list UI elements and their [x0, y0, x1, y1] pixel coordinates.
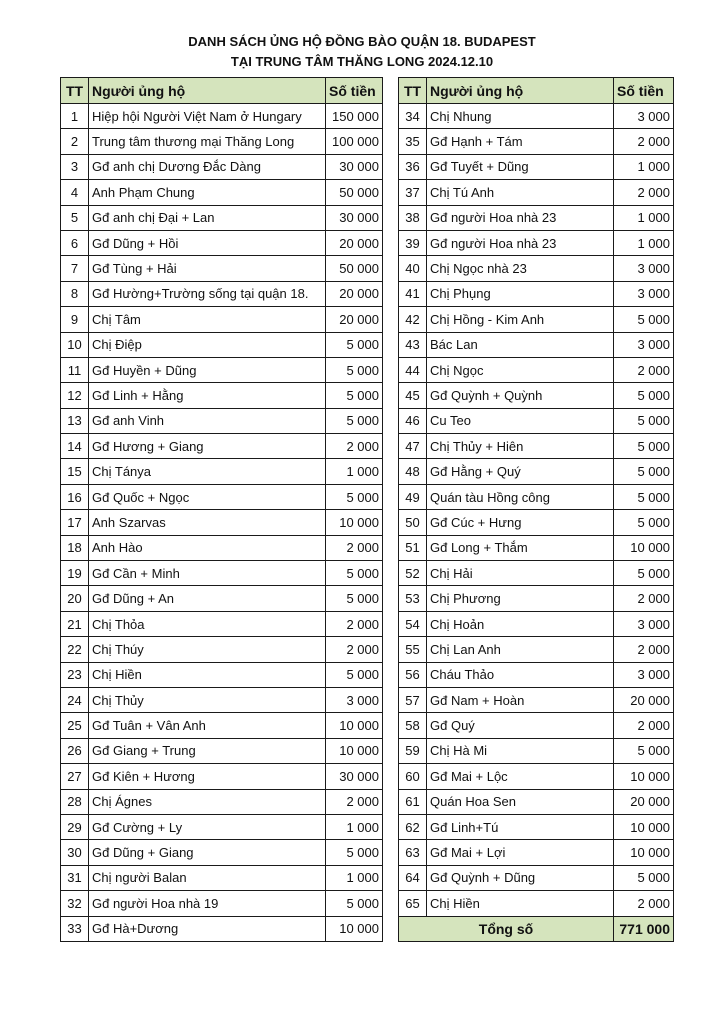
- table-row: [61, 611, 383, 636]
- donor-name: Chị Hồng - Kim Anh: [427, 307, 614, 332]
- donor-name: Chị Ngọc nhà 23: [427, 256, 614, 281]
- row-number: 52: [399, 561, 427, 586]
- donor-name: Chị Hiền: [427, 891, 614, 916]
- row-number: 59: [399, 738, 427, 763]
- row-number: 4: [61, 180, 89, 205]
- title-line-2: TẠI TRUNG TÂM THĂNG LONG 2024.12.10: [230, 54, 494, 69]
- row-number: 42: [399, 307, 427, 332]
- donation-amount: 50 000: [326, 180, 383, 205]
- donor-table-left: [60, 77, 383, 942]
- header-donor: Người ủng hộ: [89, 78, 326, 104]
- row-number: 8: [61, 281, 89, 306]
- donation-amount: 3 000: [614, 256, 674, 281]
- donor-name: Gđ Long + Thắm: [427, 535, 614, 560]
- donation-amount: 20 000: [326, 230, 383, 255]
- row-number: 62: [399, 814, 427, 839]
- donation-amount: 5 000: [326, 840, 383, 865]
- donor-name: Gđ anh chị Đại + Lan: [89, 205, 326, 230]
- table-row: [399, 129, 674, 154]
- table-row: [399, 611, 674, 636]
- donation-amount: 5 000: [614, 383, 674, 408]
- donor-name: Gđ Dũng + Hồi: [89, 230, 326, 255]
- row-number: 63: [399, 840, 427, 865]
- donor-table-right: [398, 77, 674, 942]
- donor-rows-left: [61, 104, 383, 942]
- table-row: [61, 738, 383, 763]
- donation-amount: 5 000: [614, 408, 674, 433]
- donation-amount: 3 000: [614, 281, 674, 306]
- row-number: 14: [61, 434, 89, 459]
- row-number: 58: [399, 713, 427, 738]
- donation-amount: 1 000: [614, 205, 674, 230]
- donation-amount: 3 000: [326, 687, 383, 712]
- donor-name: Chị Hiền: [89, 662, 326, 687]
- donation-amount: 1 000: [326, 814, 383, 839]
- row-number: 10: [61, 332, 89, 357]
- table-row: [61, 180, 383, 205]
- table-row: [399, 789, 674, 814]
- donor-name: Gđ Tuyết + Dũng: [427, 154, 614, 179]
- row-number: 43: [399, 332, 427, 357]
- donor-name: Gđ Nam + Hoàn: [427, 687, 614, 712]
- donation-amount: 10 000: [614, 535, 674, 560]
- donor-name: Chị Phương: [427, 586, 614, 611]
- row-number: 35: [399, 129, 427, 154]
- donation-amount: 5 000: [326, 891, 383, 916]
- donation-amount: 2 000: [614, 586, 674, 611]
- row-number: 61: [399, 789, 427, 814]
- donor-name: Gđ Cường + Ly: [89, 814, 326, 839]
- table-row: [61, 662, 383, 687]
- row-number: 3: [61, 154, 89, 179]
- table-row: [399, 154, 674, 179]
- donor-name: Gđ Cần + Minh: [89, 561, 326, 586]
- table-row: [61, 840, 383, 865]
- row-number: 15: [61, 459, 89, 484]
- row-number: 56: [399, 662, 427, 687]
- row-number: 30: [61, 840, 89, 865]
- header-tt: TT: [61, 78, 89, 104]
- donor-name: Chị Hà Mi: [427, 738, 614, 763]
- donation-amount: 2 000: [326, 611, 383, 636]
- table-row: [61, 637, 383, 662]
- donation-amount: 5 000: [326, 484, 383, 509]
- donation-amount: 2 000: [326, 434, 383, 459]
- row-number: 47: [399, 434, 427, 459]
- table-row: [61, 561, 383, 586]
- donor-name: Gđ Dũng + Giang: [89, 840, 326, 865]
- row-number: 44: [399, 357, 427, 382]
- header-donor: Người ủng hộ: [427, 78, 614, 104]
- donor-name: Chị Nhung: [427, 104, 614, 129]
- row-number: 31: [61, 865, 89, 890]
- donation-amount: 2 000: [614, 891, 674, 916]
- donation-amount: 2 000: [614, 637, 674, 662]
- donor-name: Gđ Tùng + Hải: [89, 256, 326, 281]
- table-row: [61, 586, 383, 611]
- row-number: 18: [61, 535, 89, 560]
- table-row: [61, 154, 383, 179]
- table-row: [61, 891, 383, 916]
- donor-name: Chị người Balan: [89, 865, 326, 890]
- donation-amount: 5 000: [326, 662, 383, 687]
- row-number: 21: [61, 611, 89, 636]
- donor-name: Gđ Dũng + An: [89, 586, 326, 611]
- donor-name: Gđ Mai + Lộc: [427, 764, 614, 789]
- donation-amount: 10 000: [326, 738, 383, 763]
- table-row: [399, 408, 674, 433]
- donation-amount: 30 000: [326, 205, 383, 230]
- row-number: 20: [61, 586, 89, 611]
- donor-name: Anh Szarvas: [89, 510, 326, 535]
- row-number: 51: [399, 535, 427, 560]
- donor-name: Gđ Quý: [427, 713, 614, 738]
- table-row: [399, 230, 674, 255]
- header-tt: TT: [399, 78, 427, 104]
- table-row: [399, 357, 674, 382]
- donation-amount: 150 000: [326, 104, 383, 129]
- donor-name: Anh Hào: [89, 535, 326, 560]
- row-number: 50: [399, 510, 427, 535]
- donor-name: Anh Phạm Chung: [89, 180, 326, 205]
- donation-amount: 2 000: [614, 129, 674, 154]
- table-row: [61, 205, 383, 230]
- table-row: [61, 535, 383, 560]
- donation-amount: 3 000: [614, 611, 674, 636]
- donation-amount: 5 000: [614, 561, 674, 586]
- row-number: 13: [61, 408, 89, 433]
- table-row: [61, 281, 383, 306]
- table-row: [399, 814, 674, 839]
- table-row: [399, 687, 674, 712]
- donation-amount: 2 000: [614, 180, 674, 205]
- donor-name: Gđ Cúc + Hưng: [427, 510, 614, 535]
- row-number: 65: [399, 891, 427, 916]
- total-amount: 771 000: [614, 916, 674, 941]
- donation-amount: 5 000: [614, 459, 674, 484]
- row-number: 7: [61, 256, 89, 281]
- row-number: 34: [399, 104, 427, 129]
- row-number: 27: [61, 764, 89, 789]
- donation-amount: 5 000: [614, 307, 674, 332]
- donor-name: Gđ anh Vinh: [89, 408, 326, 433]
- row-number: 24: [61, 687, 89, 712]
- row-number: 55: [399, 637, 427, 662]
- donor-name: Gđ Quỳnh + Quỳnh: [427, 383, 614, 408]
- donor-name: Gđ Quỳnh + Dũng: [427, 865, 614, 890]
- donation-amount: 2 000: [326, 789, 383, 814]
- donor-name: Gđ người Hoa nhà 23: [427, 230, 614, 255]
- table-row: [61, 230, 383, 255]
- donor-name: Chị Thúy: [89, 637, 326, 662]
- row-number: 32: [61, 891, 89, 916]
- donor-name: Gđ Linh+Tú: [427, 814, 614, 839]
- row-number: 22: [61, 637, 89, 662]
- donor-name: Gđ Mai + Lợi: [427, 840, 614, 865]
- donation-amount: 1 000: [326, 865, 383, 890]
- donation-amount: 10 000: [326, 510, 383, 535]
- donor-name: Gđ Tuân + Vân Anh: [89, 713, 326, 738]
- donor-name: Chị Tánya: [89, 459, 326, 484]
- header-amount: Số tiền: [326, 78, 383, 104]
- row-number: 5: [61, 205, 89, 230]
- donation-amount: 2 000: [614, 357, 674, 382]
- table-row: [399, 764, 674, 789]
- table-row: [61, 459, 383, 484]
- donor-name: Gđ Hương + Giang: [89, 434, 326, 459]
- donation-amount: 5 000: [326, 383, 383, 408]
- table-row: [399, 713, 674, 738]
- donor-name: Chị Tú Anh: [427, 180, 614, 205]
- donation-amount: 3 000: [614, 662, 674, 687]
- donor-name: Gđ Hằng + Quý: [427, 459, 614, 484]
- donor-name: Chị Thủy + Hiên: [427, 434, 614, 459]
- table-header-row: [61, 78, 383, 104]
- table-row: [61, 408, 383, 433]
- table-row: [61, 687, 383, 712]
- donation-amount: 5 000: [326, 332, 383, 357]
- donation-amount: 5 000: [326, 357, 383, 382]
- table-row: [61, 434, 383, 459]
- donor-name: Gđ người Hoa nhà 23: [427, 205, 614, 230]
- table-row: [399, 840, 674, 865]
- donor-name: Trung tâm thương mại Thăng Long: [89, 129, 326, 154]
- donor-name: Chị Ágnes: [89, 789, 326, 814]
- row-number: 36: [399, 154, 427, 179]
- donation-amount: 5 000: [326, 408, 383, 433]
- total-label: Tổng số: [399, 916, 614, 941]
- row-number: 25: [61, 713, 89, 738]
- row-number: 17: [61, 510, 89, 535]
- donation-amount: 1 000: [614, 154, 674, 179]
- table-row: [61, 307, 383, 332]
- donation-amount: 30 000: [326, 154, 383, 179]
- row-number: 38: [399, 205, 427, 230]
- row-number: 64: [399, 865, 427, 890]
- row-number: 11: [61, 357, 89, 382]
- donor-name: Chị Lan Anh: [427, 637, 614, 662]
- donor-name: Gđ Quốc + Ngọc: [89, 484, 326, 509]
- table-row: [399, 637, 674, 662]
- donation-amount: 10 000: [614, 814, 674, 839]
- table-row: [399, 434, 674, 459]
- table-row: [399, 662, 674, 687]
- row-number: 6: [61, 230, 89, 255]
- donor-name: Chị Ngọc: [427, 357, 614, 382]
- table-row: [399, 205, 674, 230]
- table-row: [399, 383, 674, 408]
- donation-amount: 5 000: [614, 484, 674, 509]
- donor-name: Quán Hoa Sen: [427, 789, 614, 814]
- donor-name: Gđ Hường+Trường sống tại quận 18.: [89, 281, 326, 306]
- row-number: 23: [61, 662, 89, 687]
- donation-amount: 20 000: [326, 281, 383, 306]
- table-row: [61, 865, 383, 890]
- row-number: 29: [61, 814, 89, 839]
- donor-name: Bác Lan: [427, 332, 614, 357]
- row-number: 16: [61, 484, 89, 509]
- table-row: [61, 484, 383, 509]
- donation-amount: 50 000: [326, 256, 383, 281]
- donor-name: Chị Thủy: [89, 687, 326, 712]
- row-number: 33: [61, 916, 89, 941]
- row-number: 45: [399, 383, 427, 408]
- row-number: 39: [399, 230, 427, 255]
- donor-name: Chị Phụng: [427, 281, 614, 306]
- table-row: [399, 561, 674, 586]
- donation-amount: 2 000: [326, 637, 383, 662]
- row-number: 19: [61, 561, 89, 586]
- donor-name: Chị Thỏa: [89, 611, 326, 636]
- table-row: [399, 586, 674, 611]
- donor-name: Cu Teo: [427, 408, 614, 433]
- donor-name: Gđ Huyền + Dũng: [89, 357, 326, 382]
- donation-amount: 10 000: [326, 713, 383, 738]
- table-row: [61, 104, 383, 129]
- table-row: [61, 916, 383, 941]
- table-row: [61, 332, 383, 357]
- row-number: 26: [61, 738, 89, 763]
- donor-name: Gđ Hà+Dương: [89, 916, 326, 941]
- table-row: [61, 256, 383, 281]
- table-row: [61, 789, 383, 814]
- donor-name: Chị Hoản: [427, 611, 614, 636]
- donor-name: Hiệp hội Người Việt Nam ở Hungary: [89, 104, 326, 129]
- row-number: 2: [61, 129, 89, 154]
- table-row: [61, 357, 383, 382]
- total-row: [399, 916, 674, 941]
- donor-name: Chị Hải: [427, 561, 614, 586]
- table-row: [61, 814, 383, 839]
- row-number: 41: [399, 281, 427, 306]
- table-row: [399, 484, 674, 509]
- row-number: 37: [399, 180, 427, 205]
- donation-amount: 30 000: [326, 764, 383, 789]
- header-amount: Số tiền: [614, 78, 674, 104]
- donation-amount: 5 000: [326, 561, 383, 586]
- donor-name: Cháu Thảo: [427, 662, 614, 687]
- table-row: [399, 865, 674, 890]
- table-row: [399, 180, 674, 205]
- donor-name: Chị Tâm: [89, 307, 326, 332]
- row-number: 48: [399, 459, 427, 484]
- table-row: [399, 281, 674, 306]
- row-number: 54: [399, 611, 427, 636]
- document-title: [0, 32, 724, 72]
- donation-amount: 5 000: [614, 510, 674, 535]
- donation-amount: 1 000: [614, 230, 674, 255]
- donor-name: Gđ Linh + Hằng: [89, 383, 326, 408]
- donor-name: Gđ người Hoa nhà 19: [89, 891, 326, 916]
- row-number: 28: [61, 789, 89, 814]
- donor-name: Gđ Kiên + Hương: [89, 764, 326, 789]
- table-row: [61, 129, 383, 154]
- donation-amount: 100 000: [326, 129, 383, 154]
- donation-amount: 10 000: [614, 764, 674, 789]
- table-row: [399, 104, 674, 129]
- donation-amount: 3 000: [614, 332, 674, 357]
- donation-amount: 5 000: [614, 738, 674, 763]
- donation-amount: 5 000: [614, 434, 674, 459]
- table-row: [399, 891, 674, 916]
- table-row: [399, 535, 674, 560]
- row-number: 40: [399, 256, 427, 281]
- donor-name: Quán tàu Hồng công: [427, 484, 614, 509]
- donation-amount: 2 000: [326, 535, 383, 560]
- row-number: 12: [61, 383, 89, 408]
- row-number: 60: [399, 764, 427, 789]
- donation-amount: 20 000: [614, 789, 674, 814]
- table-row: [61, 383, 383, 408]
- table-row: [399, 256, 674, 281]
- donation-amount: 5 000: [326, 586, 383, 611]
- title-line-1: DANH SÁCH ỦNG HỘ ĐỒNG BÀO QUẬN 18. BUDAPEST: [188, 34, 536, 49]
- table-row: [399, 307, 674, 332]
- donor-name: Gđ Giang + Trung: [89, 738, 326, 763]
- donor-name: Gđ anh chị Dương Đắc Dàng: [89, 154, 326, 179]
- table-row: [61, 713, 383, 738]
- table-row: [399, 459, 674, 484]
- table-header-row: [399, 78, 674, 104]
- donation-amount: 5 000: [614, 865, 674, 890]
- row-number: 9: [61, 307, 89, 332]
- row-number: 57: [399, 687, 427, 712]
- donation-amount: 3 000: [614, 104, 674, 129]
- donation-amount: 10 000: [326, 916, 383, 941]
- row-number: 53: [399, 586, 427, 611]
- donation-amount: 20 000: [614, 687, 674, 712]
- row-number: 49: [399, 484, 427, 509]
- table-row: [61, 764, 383, 789]
- donor-rows-right: [399, 104, 674, 917]
- donation-amount: 1 000: [326, 459, 383, 484]
- table-row: [399, 510, 674, 535]
- donor-name: Chị Điệp: [89, 332, 326, 357]
- donation-amount: 2 000: [614, 713, 674, 738]
- donation-amount: 20 000: [326, 307, 383, 332]
- table-row: [61, 510, 383, 535]
- row-number: 1: [61, 104, 89, 129]
- table-row: [399, 332, 674, 357]
- table-row: [399, 738, 674, 763]
- row-number: 46: [399, 408, 427, 433]
- donor-name: Gđ Hạnh + Tám: [427, 129, 614, 154]
- donation-amount: 10 000: [614, 840, 674, 865]
